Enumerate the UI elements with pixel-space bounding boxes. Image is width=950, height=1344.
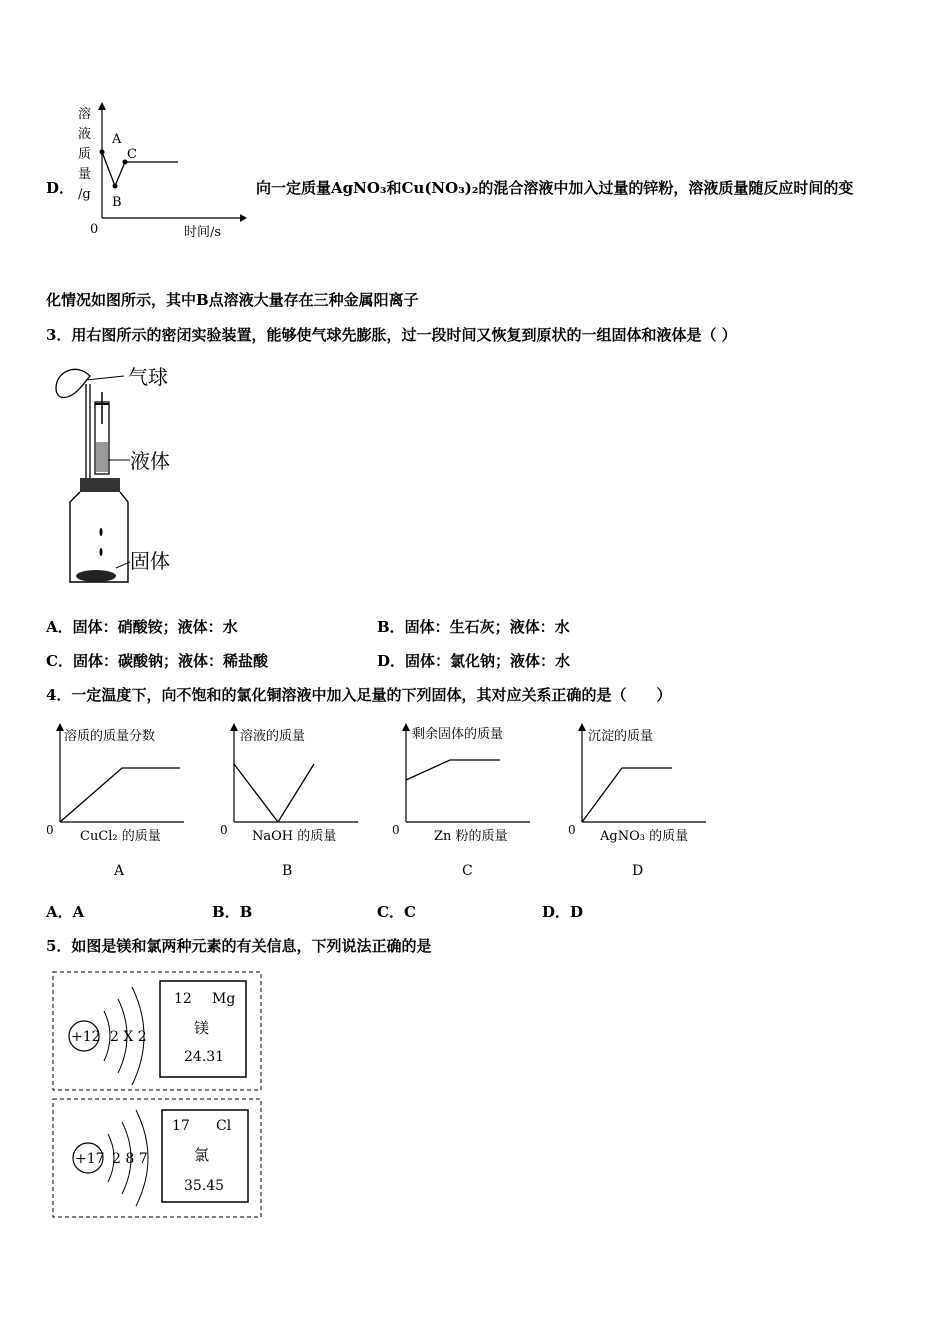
drop-1 bbox=[100, 528, 103, 536]
xlabel-c: Zn 粉的质量 bbox=[434, 829, 508, 844]
ylabel-char-3: 质 bbox=[78, 147, 92, 162]
cl-atomic-mass: 35.45 bbox=[184, 1178, 225, 1194]
ylabel-c: 剩余固体的质量 bbox=[412, 727, 504, 742]
ylabel-a: 溶质的质量分数 bbox=[64, 729, 156, 744]
ylabel-d: 沉淀的质量 bbox=[588, 729, 654, 744]
q5-magnesium-panel bbox=[52, 971, 264, 1093]
label-balloon: 气球 bbox=[128, 365, 168, 389]
xlabel-d: AgNO₃ 的质量 bbox=[600, 829, 689, 844]
xlabel-a: CuCl₂ 的质量 bbox=[80, 829, 161, 844]
origin-label: 0 bbox=[90, 222, 99, 237]
curve-d bbox=[582, 768, 672, 822]
tag-b: B bbox=[282, 863, 293, 879]
curve-b bbox=[234, 764, 314, 822]
q4-graph-a bbox=[44, 722, 194, 882]
label-solid: 固体 bbox=[130, 549, 170, 573]
curve-a bbox=[60, 768, 180, 822]
ylabel-char-4: 量 bbox=[78, 167, 92, 182]
y-axis-arrow bbox=[56, 723, 64, 731]
q4-option-d: D．D bbox=[542, 903, 584, 921]
ylabel-char-5: /g bbox=[78, 187, 91, 202]
cl-electron-config: 2 8 7 bbox=[112, 1151, 148, 1167]
balloon-icon bbox=[56, 369, 90, 397]
q2-graph-mass-vs-time bbox=[70, 98, 250, 246]
label-a: A bbox=[112, 132, 122, 147]
ylabel-b: 溶液的质量 bbox=[240, 729, 306, 744]
origin-c: 0 bbox=[392, 823, 400, 837]
q3-option-c: C．固体：碳酸钠；液体：稀盐酸 bbox=[46, 652, 268, 670]
q4-stem: 4．一定温度下，向不饱和的氯化铜溶液中加入足量的下列固体，其对应关系正确的是（ ） bbox=[46, 686, 672, 704]
q4-option-a: A．A bbox=[46, 903, 85, 921]
ylabel-char-1: 溶 bbox=[78, 107, 92, 122]
curve-c bbox=[406, 760, 500, 780]
cl-symbol: Cl bbox=[216, 1118, 232, 1134]
cl-name: 氯 bbox=[194, 1146, 210, 1164]
x-axis-arrow bbox=[240, 214, 247, 222]
mg-name: 镁 bbox=[194, 1019, 210, 1037]
point-a bbox=[100, 150, 105, 155]
q4-option-b: B．B bbox=[212, 903, 253, 921]
q3-option-d: D．固体：氯化钠；液体：水 bbox=[377, 652, 571, 670]
balloon-pointer bbox=[86, 376, 124, 380]
label-b: B bbox=[112, 195, 122, 210]
q3-option-a: A．固体：硝酸铵；液体：水 bbox=[46, 618, 238, 636]
label-liquid: 液体 bbox=[130, 449, 170, 473]
q2-option-d-text-line2: 化情况如图所示，其中B点溶液大量存在三种金属阳离子 bbox=[46, 291, 419, 309]
cl-nucleus-charge: +17 bbox=[75, 1151, 105, 1167]
q3-apparatus-diagram bbox=[46, 362, 196, 590]
q4-graph-d bbox=[566, 722, 716, 882]
bottle-body bbox=[70, 492, 128, 582]
y-axis-arrow bbox=[402, 723, 410, 731]
xlabel-b: NaOH 的质量 bbox=[252, 829, 337, 844]
mg-symbol: Mg bbox=[212, 991, 236, 1007]
origin-b: 0 bbox=[220, 823, 228, 837]
tag-d: D bbox=[632, 863, 644, 879]
y-axis-arrow bbox=[98, 102, 106, 110]
mass-curve bbox=[102, 152, 178, 186]
syringe-liquid bbox=[96, 442, 108, 472]
q5-stem: 5．如图是镁和氯两种元素的有关信息，下列说法正确的是 bbox=[46, 937, 432, 955]
mg-electron-config: 2 X 2 bbox=[110, 1029, 147, 1045]
tag-a: A bbox=[114, 863, 125, 879]
cl-atomic-number: 17 bbox=[172, 1118, 190, 1134]
xlabel: 时间/s bbox=[184, 225, 222, 240]
q2-option-d-letter: D． bbox=[46, 179, 75, 197]
y-axis-arrow bbox=[230, 723, 238, 731]
origin-d: 0 bbox=[568, 823, 576, 837]
point-b bbox=[113, 184, 118, 189]
mg-nucleus-charge: +12 bbox=[71, 1029, 101, 1045]
q4-option-c: C．C bbox=[377, 903, 416, 921]
q4-graph-b bbox=[218, 722, 368, 882]
q5-chlorine-panel bbox=[52, 1098, 264, 1220]
mg-atomic-mass: 24.31 bbox=[184, 1049, 225, 1065]
q3-option-b: B．固体：生石灰；液体：水 bbox=[377, 618, 570, 636]
tag-c: C bbox=[462, 863, 473, 879]
solid-pile bbox=[76, 570, 116, 582]
label-c: C bbox=[127, 147, 137, 162]
y-axis-arrow bbox=[578, 723, 586, 731]
q2-option-d-text-line1: 向一定质量AgNO₃和Cu(NO₃)₂的混合溶液中加入过量的锌粉，溶液质量随反应时间的变 bbox=[256, 179, 854, 197]
ylabel-char-2: 液 bbox=[78, 127, 92, 142]
bottle-stopper bbox=[80, 478, 120, 492]
drop-2 bbox=[100, 548, 103, 556]
q4-graph-c bbox=[390, 722, 540, 882]
mg-atomic-number: 12 bbox=[174, 991, 192, 1007]
q3-stem: 3．用右图所示的密闭实验装置，能够使气球先膨胀，过一段时间又恢复到原状的一组固体和液体是（ ） bbox=[46, 326, 737, 344]
origin-a: 0 bbox=[46, 823, 54, 837]
